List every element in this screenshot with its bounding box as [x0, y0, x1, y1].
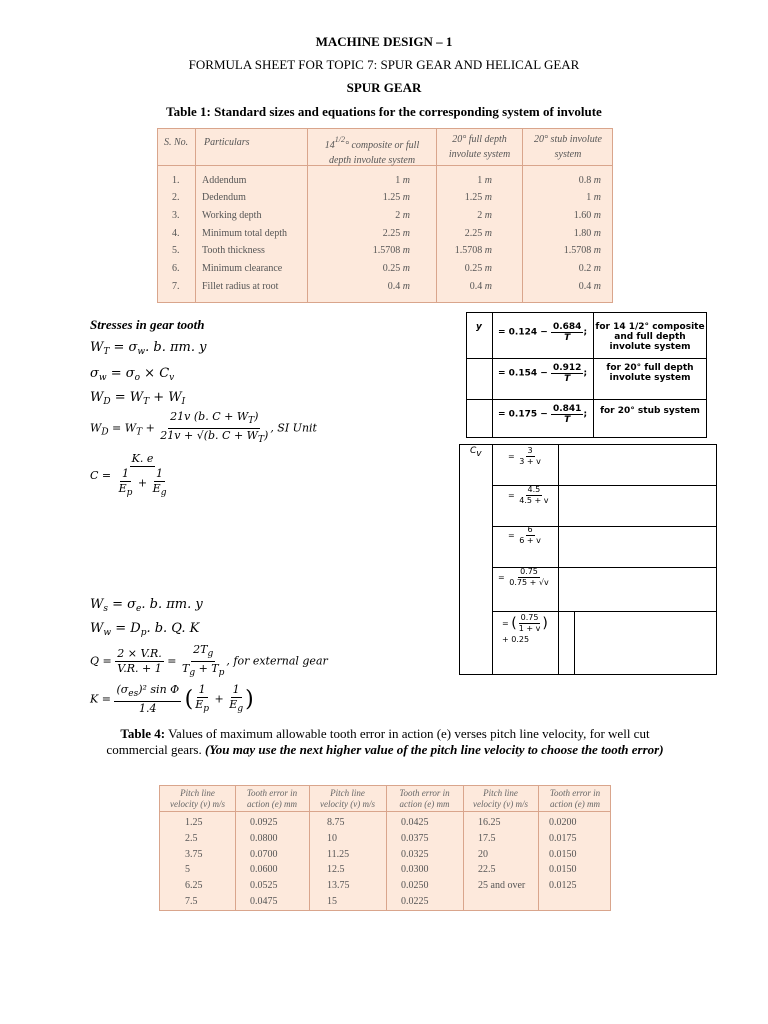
table1-value-number: 1.25 — [464, 192, 483, 203]
lewis-tail: ; — [583, 409, 588, 420]
lewis-description: for 20° full depth involute system — [606, 363, 694, 383]
table4-error-cell: 0.0125 — [549, 880, 577, 891]
table4-velocity-cell: 1.25 — [185, 817, 203, 828]
table1-value — [465, 192, 492, 204]
table1-value-unit: m — [402, 281, 410, 292]
cv-equation — [498, 567, 551, 588]
table4-error-cell: 0.0475 — [250, 896, 278, 907]
table1-value-unit: m — [402, 228, 410, 239]
table4-header-velocity: Pitch line velocity (v) m/s — [170, 788, 225, 809]
table1-value — [579, 281, 601, 293]
lewis-equation — [498, 404, 587, 425]
table1-sno: 4. — [172, 228, 180, 239]
table1-value — [395, 210, 410, 222]
lewis-lead: = 0.154 − — [498, 368, 548, 379]
table1-value-unit: m — [484, 192, 492, 203]
table4-error-cell: 0.0425 — [401, 817, 429, 828]
section-heading: SPUR GEAR — [346, 80, 422, 95]
table1-value-number: 0.4 — [578, 281, 592, 292]
cv-equals: = — [498, 573, 508, 582]
table1-particular: Tooth thickness — [202, 245, 265, 256]
lewis-equation — [498, 363, 587, 384]
table4-error-cell: 0.0300 — [401, 864, 429, 875]
table1-value-unit: m — [593, 281, 601, 292]
table1-sno: 2. — [172, 192, 180, 203]
cv-denominator: 3 + v — [519, 457, 541, 466]
table4-velocity-cell: 22.5 — [478, 864, 496, 875]
formula-k: K = $\frac{(\sigma_{es})^2 \sin \Phi}{1.4}$ ( $\frac{1}{E_p}$ + $\frac{1}{E_g}$ ) — [90, 683, 254, 715]
table1-value — [373, 245, 410, 257]
cv-fraction — [517, 525, 543, 546]
table1-value-unit: m — [402, 245, 410, 256]
table1-value-unit: m — [484, 245, 492, 256]
lewis-equation — [498, 322, 587, 343]
table4-error-cell: 0.0700 — [250, 849, 278, 860]
table4-error-cell: 0.0225 — [401, 896, 429, 907]
cv-numerator: 4.5 — [527, 485, 541, 494]
table4-error-cell: 0.0325 — [401, 849, 429, 860]
formula-wd: $W_D = W_T + W_I$ — [90, 390, 186, 407]
table1-particular: Minimum total depth — [202, 228, 287, 239]
cv-denominator: 4.5 + v — [519, 496, 549, 505]
table4-velocity-cell: 3.75 — [185, 849, 203, 860]
lewis-denominator: T — [564, 374, 571, 384]
table4-header-error: Tooth error in action (e) mm — [246, 788, 298, 809]
cv-extra: + 0.25 — [502, 635, 530, 644]
cv-fraction — [517, 446, 543, 467]
table1-value-number: 1.25 — [382, 192, 401, 203]
cv-equals: = — [508, 531, 518, 540]
table4-header-error: Tooth error in action (e) mm — [399, 788, 450, 809]
table4-error-cell: 0.0525 — [250, 880, 278, 891]
table1-sno: 5. — [172, 245, 180, 256]
table1-value-unit: m — [402, 263, 410, 274]
table1-value — [586, 192, 601, 204]
table1-value — [465, 228, 492, 240]
table4-error-cell: 0.0150 — [549, 849, 577, 860]
table1-sno: 6. — [172, 263, 180, 274]
table1-sno: 7. — [172, 281, 180, 292]
table1 — [157, 128, 613, 303]
table4-velocity-cell: 6.25 — [185, 880, 203, 891]
formula-c: C = K. e $\frac{1}{E_p}$ + $\frac{1}{E_g}$ — [90, 452, 167, 498]
table1-value-unit: m — [484, 175, 492, 186]
table1-value-unit: m — [484, 263, 492, 274]
table4-velocity-cell: 15 — [327, 896, 337, 907]
table1-value-unit: m — [402, 210, 410, 221]
table4-error-cell: 0.0150 — [549, 864, 577, 875]
table4-velocity-cell: 2.5 — [185, 833, 198, 844]
table4-error-cell: 0.0925 — [250, 817, 278, 828]
table1-sno: 3. — [172, 210, 180, 221]
table1-value-unit: m — [593, 210, 601, 221]
table4-error-cell: 0.0250 — [401, 880, 429, 891]
table4-header-velocity: Pitch line velocity (v) m/s — [473, 788, 528, 809]
table1-value — [579, 263, 601, 275]
table1-value — [579, 175, 601, 187]
cv-symbol: Cv — [470, 446, 482, 459]
table4-error-cell: 0.0600 — [250, 864, 278, 875]
cv-denominator: 6 + v — [519, 536, 541, 545]
stresses-heading: Stresses in gear tooth — [90, 317, 205, 332]
table1-value-number: 2 — [395, 210, 401, 221]
table1-value-unit: m — [402, 175, 410, 186]
lewis-numerator: 0.841 — [552, 404, 582, 414]
lewis-tail: ; — [583, 368, 588, 379]
cv-equals: = — [508, 452, 518, 461]
table1-value — [395, 175, 410, 187]
cv-fraction — [517, 613, 543, 634]
table4-caption: Table 4: Values of maximum allowable tooth error in action (e) verses pitch line velocity, for well cut commercial gears. (You may use the next higher value of the pitch line velocity to choose the tooth error) — [106, 726, 664, 757]
cv-equals: = — [508, 491, 518, 500]
cv-fraction — [517, 485, 550, 506]
formula-ww: $W_w = D_p$. b. Q. K — [90, 621, 200, 638]
table4-velocity-cell: 7.5 — [185, 896, 198, 907]
cv-numerator: 6 — [527, 525, 533, 534]
table4-velocity-cell: 12.5 — [327, 864, 345, 875]
document-title: MACHINE DESIGN – 1 — [315, 34, 453, 49]
table1-header-col1: $14^{1/2}^\circ$ composite or full depth involute system — [324, 135, 420, 166]
table1-value — [477, 175, 492, 187]
table1-value-number: 0.25 — [464, 263, 483, 274]
cv-numerator: 0.75 — [520, 613, 539, 622]
table4-velocity-cell: 11.25 — [327, 849, 350, 860]
formula-sigma-w: $\sigma_w = \sigma_o \times C_v$ — [90, 366, 175, 383]
table1-value — [383, 263, 410, 275]
lewis-denominator: T — [564, 333, 571, 343]
formula-wd-buckingham: $W_D = W_T$ + $\frac{21v (b. C + W_T)}{21v + √(b. C + W_T)}$ , SI Unit — [90, 410, 317, 445]
table4-header-error: Tooth error in action (e) mm — [549, 788, 601, 809]
cv-equals: = — [502, 619, 512, 628]
table1-value-number: 1.5708 — [563, 245, 592, 256]
table4-velocity-cell: 13.75 — [327, 880, 350, 891]
lewis-description: for 20° stub system — [600, 406, 700, 416]
table1-value-unit: m — [593, 245, 601, 256]
table1-value-unit: m — [484, 210, 492, 221]
table1-value-number: 1 — [395, 175, 401, 186]
table4-velocity-cell: 20 — [478, 849, 488, 860]
table1-value-unit: m — [484, 228, 492, 239]
velocity-factor-table — [459, 444, 717, 675]
table1-value-number: 1.5708 — [454, 245, 483, 256]
table4-error-cell: 0.0375 — [401, 833, 429, 844]
cv-numerator: 0.75 — [520, 567, 538, 576]
table1-particular: Minimum clearance — [202, 263, 283, 274]
table1-value-number: 0.25 — [382, 263, 401, 274]
table1-value — [455, 245, 492, 257]
table4-velocity-cell: 25 and over — [478, 880, 526, 891]
table1-particular: Dedendum — [202, 192, 246, 203]
table4-header-velocity: Pitch line velocity (v) m/s — [320, 788, 375, 809]
lewis-description: for 14 1/2° composite and full depth involute system — [595, 322, 705, 352]
table1-value — [388, 281, 410, 293]
lewis-fraction — [551, 322, 583, 343]
table1-value — [465, 263, 492, 275]
table1-value-number: 1 — [477, 175, 483, 186]
table1-value-number: 2.25 — [382, 228, 401, 239]
table1-value-unit: m — [593, 263, 601, 274]
table4-velocity-cell: 10 — [327, 833, 337, 844]
table1-value-number: 1.60 — [573, 210, 592, 221]
table1-value — [564, 245, 601, 257]
table1-value-unit: m — [593, 192, 601, 203]
table4-velocity-cell: 17.5 — [478, 833, 496, 844]
lewis-numerator: 0.912 — [552, 363, 582, 373]
lewis-lead: = 0.124 − — [498, 327, 548, 338]
table1-value-number: 0.8 — [578, 175, 592, 186]
formula-ws: $W_s = \sigma_e$. b. πm. y — [90, 597, 203, 614]
lewis-fraction — [551, 404, 583, 425]
table4-error-cell: 0.0200 — [549, 817, 577, 828]
table1-particular: Fillet radius at root — [202, 281, 279, 292]
table4-velocity-cell: 8.75 — [327, 817, 345, 828]
table1-value-number: 1.80 — [573, 228, 592, 239]
cv-numerator: 3 — [527, 446, 533, 455]
cv-equation — [508, 485, 551, 506]
cv-fraction — [507, 567, 550, 588]
table4-error-cell: 0.0800 — [250, 833, 278, 844]
formula-wt: $W_T = \sigma_w$. b. πm. y — [90, 340, 207, 357]
lewis-fraction — [551, 363, 583, 384]
table1-header-particulars: Particulars — [204, 137, 250, 148]
cv-equation — [508, 525, 543, 546]
lewis-symbol-y: y — [476, 322, 482, 332]
table1-value — [574, 210, 601, 222]
table4 — [159, 785, 611, 911]
table1-value-unit: m — [593, 175, 601, 186]
table1-value-number: 2 — [477, 210, 483, 221]
table1-value-number: 1 — [586, 192, 592, 203]
table1-particular: Addendum — [202, 175, 247, 186]
formula-q: Q = $\frac{2 \times V.R.}{V.R. + 1}$ = $\frac{2T_g}{T_g + T_p}$ , for external gear — [90, 643, 328, 678]
table1-value — [383, 228, 410, 240]
table1-value-number: 0.4 — [387, 281, 401, 292]
table1-header-sno: S. No. — [164, 137, 189, 148]
table4-velocity-cell: 5 — [185, 864, 190, 875]
table1-value-number: 0.2 — [578, 263, 592, 274]
cv-denominator: 1 + v — [518, 624, 541, 633]
lewis-tail: ; — [583, 327, 588, 338]
table1-header-col3: 20° stub involute system — [534, 134, 602, 160]
table1-value-unit: m — [484, 281, 492, 292]
table1-header-col2: 20° full depth involute system — [448, 134, 511, 160]
table1-value — [470, 281, 492, 293]
table1-value — [477, 210, 492, 222]
table1-value — [574, 228, 601, 240]
cv-denominator: 0.75 + √v — [509, 578, 549, 587]
table4-error-cell: 0.0175 — [549, 833, 577, 844]
table1-value-number: 1.5708 — [372, 245, 401, 256]
table1-value — [383, 192, 410, 204]
document-subtitle: FORMULA SHEET FOR TOPIC 7: SPUR GEAR AND HELICAL GEAR — [188, 57, 580, 72]
cv-equation — [508, 446, 543, 467]
table1-caption: Table 1: Standard sizes and equations for the corresponding system of involute — [166, 104, 602, 119]
table1-sno: 1. — [172, 175, 180, 186]
lewis-lead: = 0.175 − — [498, 409, 548, 420]
lewis-form-factor-table — [466, 312, 707, 438]
lewis-numerator: 0.684 — [552, 322, 582, 332]
table1-value-unit: m — [593, 228, 601, 239]
table4-velocity-cell: 16.25 — [478, 817, 501, 828]
table1-value-number: 2.25 — [464, 228, 483, 239]
table1-value-number: 0.4 — [469, 281, 483, 292]
table1-value-unit: m — [402, 192, 410, 203]
cv-equation: = ( $\frac{0.75}{1 + v}$ ) + 0.25 — [502, 613, 548, 644]
lewis-denominator: T — [564, 415, 571, 425]
table1-particular: Working depth — [202, 210, 262, 221]
